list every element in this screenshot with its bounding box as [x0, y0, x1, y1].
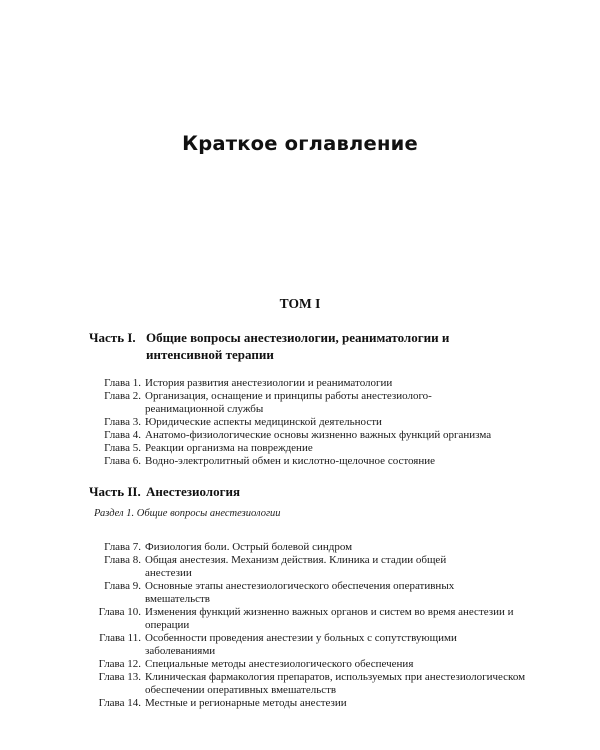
part-title: Общие вопросы анестезиологии, реаниматологии и интенсивной терапии — [146, 330, 450, 362]
part-heading-1 — [89, 330, 509, 364]
chapter-label: Глава 10. — [98, 606, 141, 618]
toc-entry-chapter-12[interactable] — [89, 658, 529, 671]
chapter-label: Глава 12. — [98, 658, 141, 670]
part-title: Анестезиология — [146, 484, 240, 499]
chapter-title: Физиология боли. Острый болевой синдром — [145, 541, 353, 553]
chapter-title: Местные и регионарные методы анестезии — [145, 697, 347, 709]
toc-entry-chapter-5[interactable] — [89, 442, 529, 455]
toc-entry-chapter-4[interactable] — [89, 429, 529, 442]
toc-entry-chapter-1[interactable] — [89, 377, 529, 390]
chapter-title: История развития анестезиологии и реаниматологии — [145, 377, 393, 389]
chapter-title: Основные этапы анестезиологического обеспечения оперативных вмешательств — [145, 580, 455, 605]
chapter-label: Глава 13. — [98, 671, 141, 683]
toc-entry-chapter-13[interactable] — [89, 671, 575, 697]
chapter-label: Глава 2. — [104, 390, 141, 402]
toc-entry-chapter-3[interactable] — [89, 416, 529, 429]
chapter-label: Глава 4. — [104, 429, 141, 441]
section-heading: Раздел 1. Общие вопросы анестезиологии — [94, 508, 281, 519]
chapter-title: Общая анестезия. Механизм действия. Клиника и стадии общей анестезии — [145, 554, 447, 579]
page-title: Краткое оглавление — [182, 132, 418, 155]
chapter-list-part-2 — [89, 541, 529, 710]
chapter-label: Глава 1. — [104, 377, 141, 389]
chapter-label: Глава 14. — [98, 697, 141, 709]
part-label: Часть II. — [89, 484, 141, 499]
toc-entry-chapter-9[interactable] — [89, 580, 495, 606]
chapter-title: Особенности проведения анестезии у больных с сопутствующими заболеваниями — [145, 632, 457, 657]
chapter-label: Глава 8. — [104, 554, 141, 566]
toc-entry-chapter-10[interactable] — [89, 606, 540, 632]
toc-entry-chapter-2[interactable] — [89, 390, 445, 416]
chapter-title: Специальные методы анестезиологического обеспечения — [145, 658, 414, 670]
toc-entry-chapter-6[interactable] — [89, 455, 529, 468]
volume-title: ТОМ I — [279, 296, 321, 311]
chapter-title: Изменения функций жизненно важных органов и систем во время анестезии и операции — [145, 606, 514, 631]
chapter-list-part-1 — [89, 377, 529, 468]
chapter-label: Глава 7. — [104, 541, 141, 553]
chapter-title: Анатомо-физиологические основы жизненно важных функций организма — [145, 429, 492, 441]
chapter-label: Глава 9. — [104, 580, 141, 592]
toc-entry-chapter-8[interactable] — [89, 554, 475, 580]
toc-entry-chapter-14[interactable] — [89, 697, 529, 710]
toc-entry-chapter-7[interactable] — [89, 541, 529, 554]
toc-entry-chapter-11[interactable] — [89, 632, 520, 658]
chapter-title: Юридические аспекты медицинской деятельности — [145, 416, 382, 428]
chapter-label: Глава 3. — [104, 416, 141, 428]
chapter-title: Водно-электролитный обмен и кислотно-щелочное состояние — [145, 455, 436, 467]
part-heading-2 — [89, 484, 509, 502]
chapter-label: Глава 5. — [104, 442, 141, 454]
chapter-label: Глава 6. — [104, 455, 141, 467]
chapter-title: Клиническая фармакология препаратов, используемых при анестезиологическом обеспечении оперативных вмешательств — [145, 671, 526, 696]
chapter-title: Организация, оснащение и принципы работы анестезиолого-реанимационной службы — [145, 390, 432, 415]
chapter-label: Глава 11. — [99, 632, 141, 644]
chapter-title: Реакции организма на повреждение — [145, 442, 313, 454]
part-label: Часть I. — [89, 330, 136, 345]
